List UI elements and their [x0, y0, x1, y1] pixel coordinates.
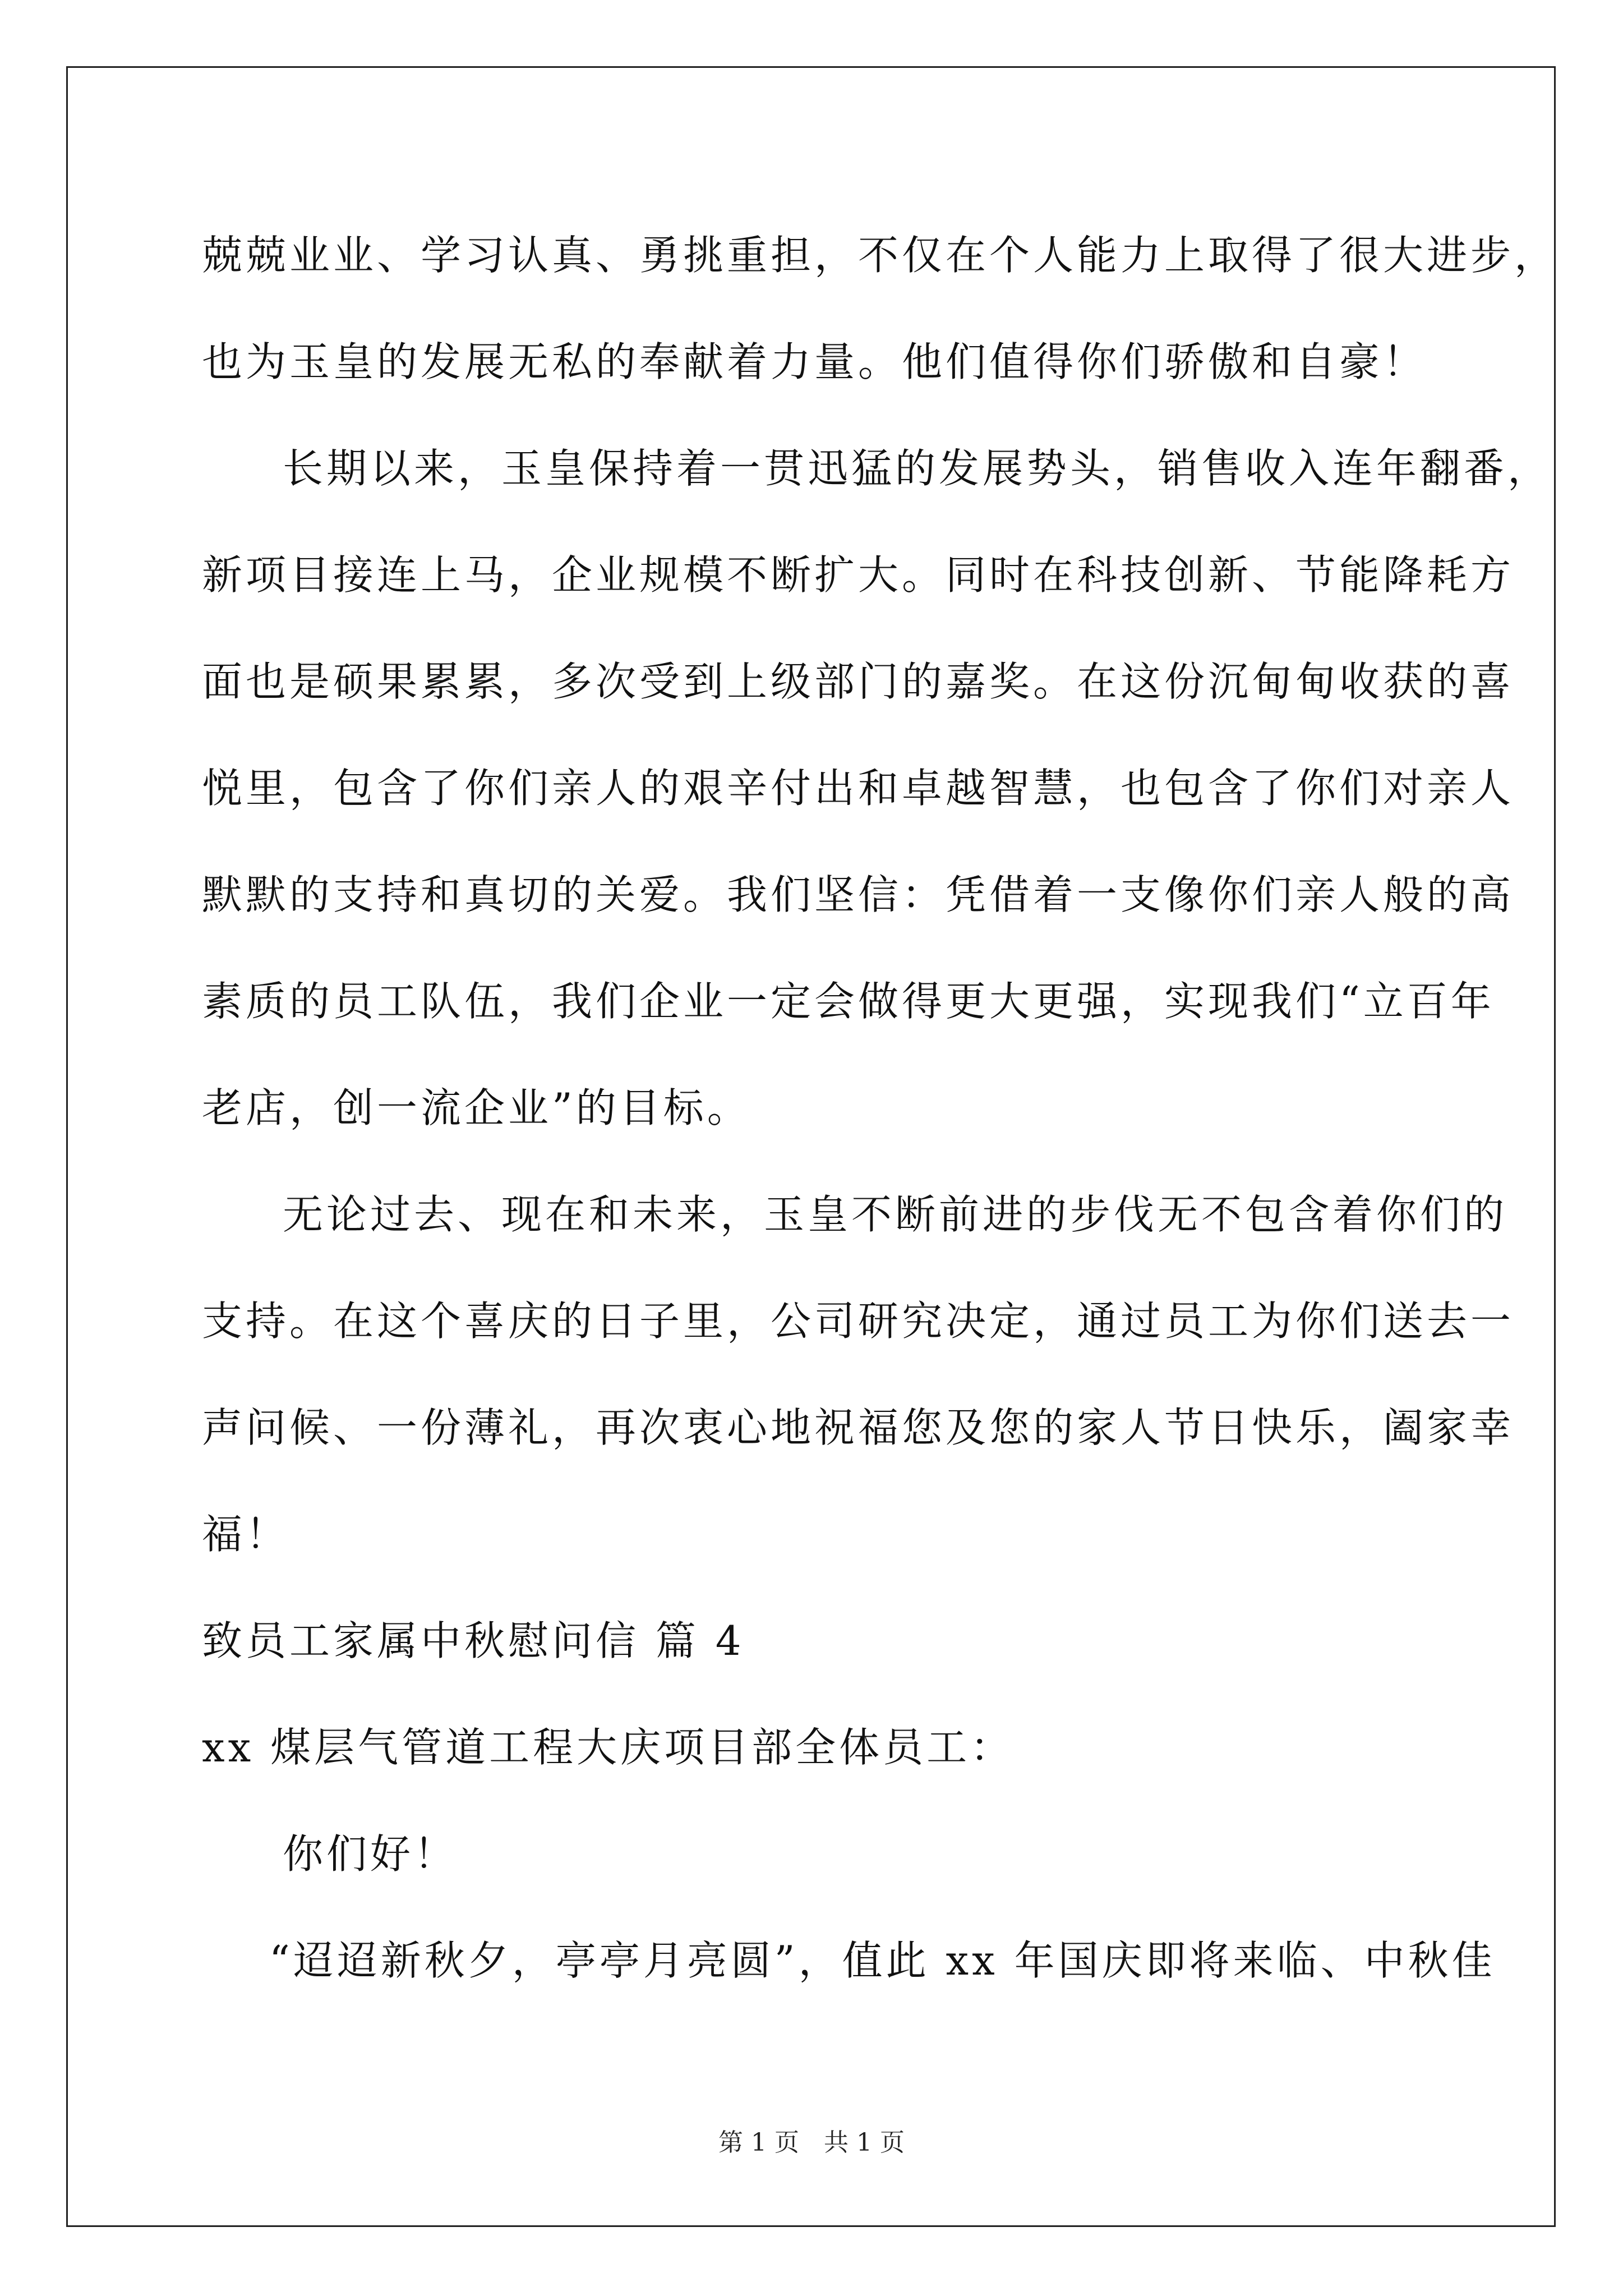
text-line-10: 无论过去、现在和未来，玉皇不断前进的步伐无不包含着你们的	[283, 1191, 1508, 1238]
salutation: xx 煤层气管道工程大庆项目部全体员工：	[202, 1724, 1015, 1771]
text-line-13: 福！	[202, 1511, 290, 1558]
text-line-3: 长期以来，玉皇保持着一贯迅猛的发展势头，销售收入连年翻番，	[283, 445, 1552, 492]
text-line-4: 新项目接连上马，企业规模不断扩大。同时在科技创新、节能降耗方	[202, 551, 1515, 599]
text-line-9: 老店，创一流企业”的目标。	[202, 1084, 751, 1131]
text-line-12: 声问候、一份薄礼，再次衷心地祝福您及您的家人节日快乐，阖家幸	[202, 1404, 1515, 1451]
text-line-8: 素质的员工队伍，我们企业一定会做得更大更强，实现我们“立百年	[202, 978, 1495, 1025]
text-line-11: 支持。在这个喜庆的日子里，公司研究决定，通过员工为你们送去一	[202, 1297, 1515, 1345]
document-body	[202, 202, 1559, 2014]
text-line-6: 悦里，包含了你们亲人的艰辛付出和卓越智慧，也包含了你们对亲人	[202, 765, 1515, 812]
text-line-5: 面也是硕果累累，多次受到上级部门的嘉奖。在这份沉甸甸收获的喜	[202, 658, 1515, 705]
greeting: 你们好！	[283, 1830, 458, 1878]
text-line-1: 兢兢业业、学习认真、勇挑重担，不仅在个人能力上取得了很大进步，	[202, 232, 1559, 279]
text-line-17: “迢迢新秋夕，亭亭月亮圆”，值此 xx 年国庆即将来临、中秋佳	[269, 1937, 1496, 1984]
text-line-7: 默默的支持和真切的关爱。我们坚信：凭借着一支像你们亲人般的高	[202, 871, 1515, 918]
text-line-2: 也为玉皇的发展无私的奉献着力量。他们值得你们骄傲和自豪！	[202, 338, 1427, 385]
page-footer: 第 1 页 共 1 页	[718, 2128, 905, 2157]
section-heading: 致员工家属中秋慰问信 篇 4	[202, 1617, 745, 1664]
